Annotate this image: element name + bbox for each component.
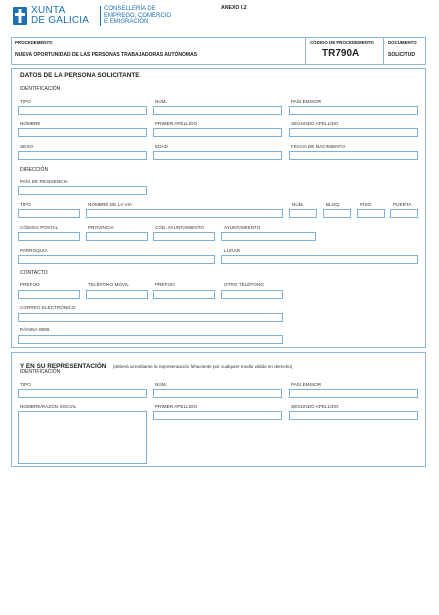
segundo-apellido-label: SEGUNDO APELLIDO [291, 121, 339, 126]
sexo-field[interactable] [18, 151, 147, 160]
pais-emisor-field[interactable] [289, 106, 418, 115]
header-divider [100, 6, 101, 26]
parroquia-field[interactable] [18, 255, 215, 264]
edad-field[interactable] [153, 151, 282, 160]
lugar-field[interactable] [221, 255, 418, 264]
primer-apellido-field[interactable] [153, 128, 282, 137]
prefijo1-label: PREFIJO [20, 282, 40, 287]
fecha-nacimiento-field[interactable] [289, 151, 418, 160]
procedure-label: PROCEDEMENTO [15, 40, 53, 45]
representation-note: (deberá acreditarse la representación fehaciente por cualquier medio válido en derecho) [112, 364, 293, 369]
identification-subtitle: IDENTIFICACIÓN [20, 86, 61, 92]
department-name [104, 6, 171, 26]
nombre-via-label: NOMBRE DE LA VÍA [88, 202, 132, 207]
rep-num-label: NÚM. [155, 382, 167, 387]
nombre-label: NOMBRE [20, 121, 41, 126]
info-divider-1 [305, 37, 306, 65]
rep-tipo-label: TIPO [20, 382, 31, 387]
tipo-via-field[interactable] [18, 209, 80, 218]
correo-label: CORREO ELECTRÓNICO [20, 305, 76, 310]
rep-nombre-razon-field[interactable] [18, 411, 147, 464]
edad-label: EDAD [155, 144, 168, 149]
num-field[interactable] [153, 106, 282, 115]
pais-residencia-label: PAÍS DE RESIDENCIA [20, 179, 69, 184]
prefijo1-field[interactable] [18, 290, 80, 299]
puerta-label: PUERTA [393, 202, 412, 207]
pagina-web-label: PÁGINA WEB [20, 327, 50, 332]
piso-field[interactable] [357, 209, 385, 218]
rep-primer-apellido-field[interactable] [153, 411, 282, 420]
primer-apellido-label: PRIMER APELLIDO [155, 121, 198, 126]
rep-num-field[interactable] [153, 389, 282, 398]
rep-segundo-apellido-label: SEGUNDO APELLIDO [291, 404, 339, 409]
rep-nombre-razon-label: NOMBRE/RAZÓN SOCIAL [20, 404, 77, 409]
codigo-postal-field[interactable] [18, 232, 80, 241]
rep-pais-emisor-label: PAÍS EMISOR [291, 382, 322, 387]
sexo-label: SEXO [20, 144, 33, 149]
pagina-web-field[interactable] [18, 335, 283, 344]
xunta-logo [13, 5, 99, 27]
prefijo2-label: PREFIJO [155, 282, 175, 287]
cod-ayuntamiento-label: CÓD. AYUNTAMIENTO [155, 225, 205, 230]
procedure-code-label: CÓDIGO DE PROCEDEMENTO [310, 40, 374, 45]
logo-line2: DE GALICIA [31, 15, 90, 26]
telefono-movil-field[interactable] [86, 290, 148, 299]
representation-title-row [20, 355, 292, 373]
dept-line1: CONSELLERÍA DE [104, 6, 156, 12]
otro-telefono-field[interactable] [221, 290, 283, 299]
rep-primer-apellido-label: PRIMER APELLIDO [155, 404, 198, 409]
applicant-section-title: DATOS DE LA PERSONA SOLICITANTE [20, 72, 140, 79]
nombre-field[interactable] [18, 128, 147, 137]
tipo-via-label: TIPO [20, 202, 31, 207]
num-via-field[interactable] [289, 209, 317, 218]
segundo-apellido-field[interactable] [289, 128, 418, 137]
procedure-value: NUEVA OPORTUNIDAD DE LAS PERSONAS TRABAJADORAS AUTÓNOMAS [15, 52, 198, 58]
direccion-subtitle: DIRECCIÓN [20, 167, 49, 173]
annex-label: ANEXO I.2 [221, 5, 247, 11]
representation-title: Y EN SU REPRESENTACIÓN [20, 363, 107, 370]
otro-telefono-label: OTRO TELÉFONO [224, 282, 264, 287]
correo-field[interactable] [18, 313, 283, 322]
dept-line3: E EMIGRACIÓN [104, 19, 149, 26]
galicia-cross-icon [13, 7, 27, 25]
ayuntamiento-field[interactable] [221, 232, 316, 241]
provincia-label: PROVINCIA [88, 225, 114, 230]
nombre-via-field[interactable] [86, 209, 283, 218]
pais-residencia-field[interactable] [18, 186, 147, 195]
tipo-field[interactable] [18, 106, 147, 115]
provincia-field[interactable] [86, 232, 148, 241]
rep-pais-emisor-field[interactable] [289, 389, 418, 398]
ayuntamiento-label: AYUNTAMIENTO [224, 225, 261, 230]
logo-line1: XUNTA [31, 5, 66, 16]
parroquia-label: PARROQUIA [20, 248, 48, 253]
document-label: DOCUMENTO [388, 40, 417, 45]
cod-ayuntamiento-field[interactable] [153, 232, 215, 241]
dept-line2: EMPREGO, COMERCIO [104, 12, 172, 19]
telefono-movil-label: TELÉFONO MÓVIL [88, 282, 130, 287]
bloq-field[interactable] [323, 209, 351, 218]
num-label: NÚM. [155, 99, 167, 104]
puerta-field[interactable] [390, 209, 418, 218]
num-via-label: NÚM. [292, 202, 304, 207]
bloq-label: BLOQ. [326, 202, 341, 207]
codigo-postal-label: CÓDIGO POSTAL [20, 225, 59, 230]
lugar-label: LUGAR [224, 248, 241, 253]
fecha-nacimiento-label: FECHA DE NACIMIENTO [291, 144, 345, 149]
prefijo2-field[interactable] [153, 290, 215, 299]
rep-segundo-apellido-field[interactable] [289, 411, 418, 420]
tipo-label: TIPO [20, 99, 31, 104]
contacto-subtitle: CONTACTO [20, 270, 48, 276]
pais-emisor-label: PAÍS EMISOR [291, 99, 322, 104]
piso-label: PISO [360, 202, 372, 207]
info-divider-2 [383, 37, 384, 65]
rep-identification-subtitle: IDENTIFICACIÓN [20, 369, 61, 375]
rep-tipo-field[interactable] [18, 389, 147, 398]
procedure-code-value: TR790A [322, 48, 360, 59]
document-value: SOLICITUD [388, 52, 415, 58]
